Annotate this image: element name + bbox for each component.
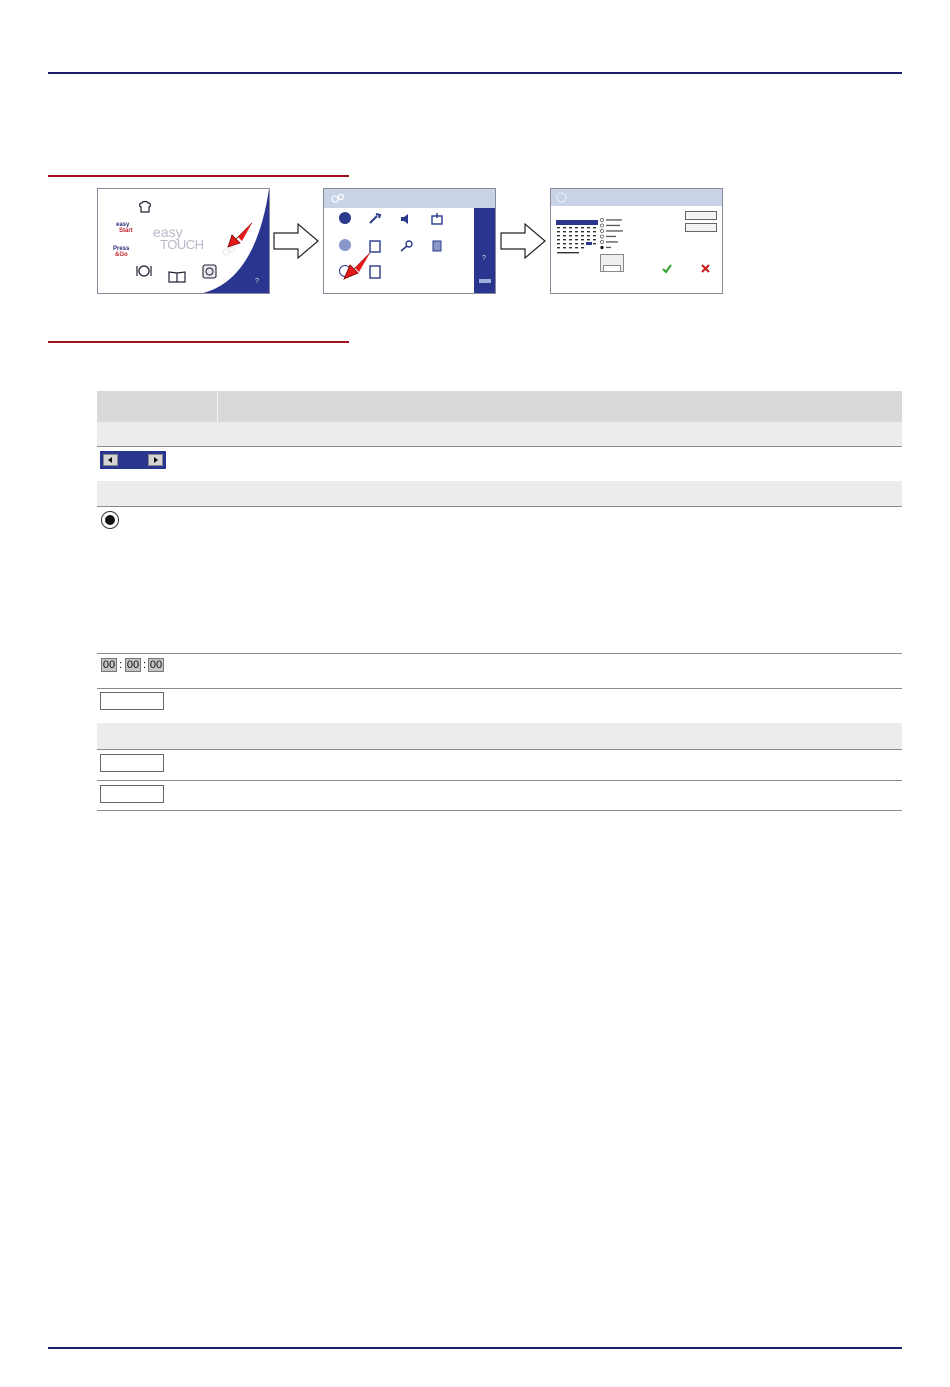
table-row <box>97 780 902 811</box>
footer-rule <box>48 1347 902 1349</box>
flow-arrow-right-icon <box>499 222 547 260</box>
time-separator: : <box>143 659 147 671</box>
speaker-icon <box>399 213 413 225</box>
menu-item-7[interactable] <box>393 239 419 257</box>
menu-item-3[interactable] <box>393 212 419 230</box>
gear-icon <box>339 212 351 224</box>
check-icon[interactable] <box>662 264 672 274</box>
scroll-left-button[interactable] <box>103 454 118 466</box>
menu-item-8[interactable] <box>424 239 450 258</box>
calendar-header[interactable] <box>556 220 598 225</box>
wrench-icon <box>368 213 382 225</box>
easytouch-logo-easy: easy <box>153 224 183 240</box>
section-rule-1 <box>48 175 349 177</box>
blank-button[interactable] <box>100 692 164 710</box>
book-icon[interactable] <box>168 270 186 283</box>
pointer-arrow-icon <box>342 251 372 281</box>
header-rule <box>48 72 902 74</box>
back-button[interactable] <box>479 279 491 283</box>
cross-icon[interactable] <box>701 264 710 273</box>
easytouch-logo-touch: TOUCH <box>160 237 204 252</box>
menu-item-2[interactable] <box>362 212 388 230</box>
hours-field[interactable]: 00 <box>102 659 116 671</box>
key-icon <box>399 240 413 252</box>
table-row <box>97 749 902 781</box>
cleaning-icon[interactable] <box>202 264 217 279</box>
help-icon[interactable]: ? <box>255 278 259 285</box>
scroll-right-button[interactable] <box>148 454 163 466</box>
blank-button[interactable] <box>100 754 164 772</box>
time-separator: : <box>119 659 123 671</box>
section-rule-2 <box>48 341 349 343</box>
menu-item-4[interactable] <box>424 212 450 231</box>
table-subheader-row <box>97 481 902 507</box>
settings-menu-thumbnail <box>323 188 496 294</box>
press-go-line1[interactable]: Press <box>113 246 130 252</box>
minutes-field[interactable]: 00 <box>126 659 140 671</box>
reset-button[interactable] <box>685 211 717 220</box>
stack-icon <box>430 239 444 253</box>
scroll-arrows-control[interactable] <box>100 451 166 469</box>
set-time-button[interactable] <box>603 265 621 272</box>
blank-button[interactable] <box>100 785 164 803</box>
settings-icon <box>331 193 345 204</box>
menu-item-1[interactable] <box>332 212 358 224</box>
menu-item-5[interactable] <box>332 239 358 251</box>
clock-icon <box>556 192 567 203</box>
chef-hat-icon <box>138 200 152 214</box>
clock-settings-thumbnail <box>550 188 723 294</box>
table-subheader-row <box>97 723 902 750</box>
table-row <box>97 446 902 482</box>
seconds-field[interactable]: 00 <box>149 659 163 671</box>
table-row <box>97 506 902 654</box>
press-go-line2[interactable]: &Go <box>115 252 128 258</box>
home-screen-thumbnail <box>97 188 270 294</box>
table-row <box>97 653 902 689</box>
flow-arrow-right-icon <box>272 222 320 260</box>
title-band <box>324 189 495 208</box>
arrow-left-icon <box>108 457 112 463</box>
calendar-grid[interactable] <box>556 226 598 258</box>
pointer-arrow-icon <box>226 221 254 249</box>
radio-list[interactable] <box>599 217 631 255</box>
network-button[interactable] <box>685 223 717 232</box>
pot-icon <box>430 212 444 226</box>
table-subheader-row <box>97 422 902 447</box>
arrow-right-icon <box>154 457 158 463</box>
plate-icon[interactable] <box>136 264 152 278</box>
globe-icon <box>339 239 351 251</box>
easy-start-line1[interactable]: easy <box>116 222 130 228</box>
table-row <box>97 688 902 724</box>
radio-selected-icon[interactable] <box>101 511 119 529</box>
help-icon[interactable]: ? <box>482 255 486 262</box>
table-header-row <box>97 391 902 423</box>
title-band <box>551 189 722 206</box>
easy-start-line2[interactable]: Start <box>119 228 133 234</box>
table-header-col1 <box>97 391 218 422</box>
